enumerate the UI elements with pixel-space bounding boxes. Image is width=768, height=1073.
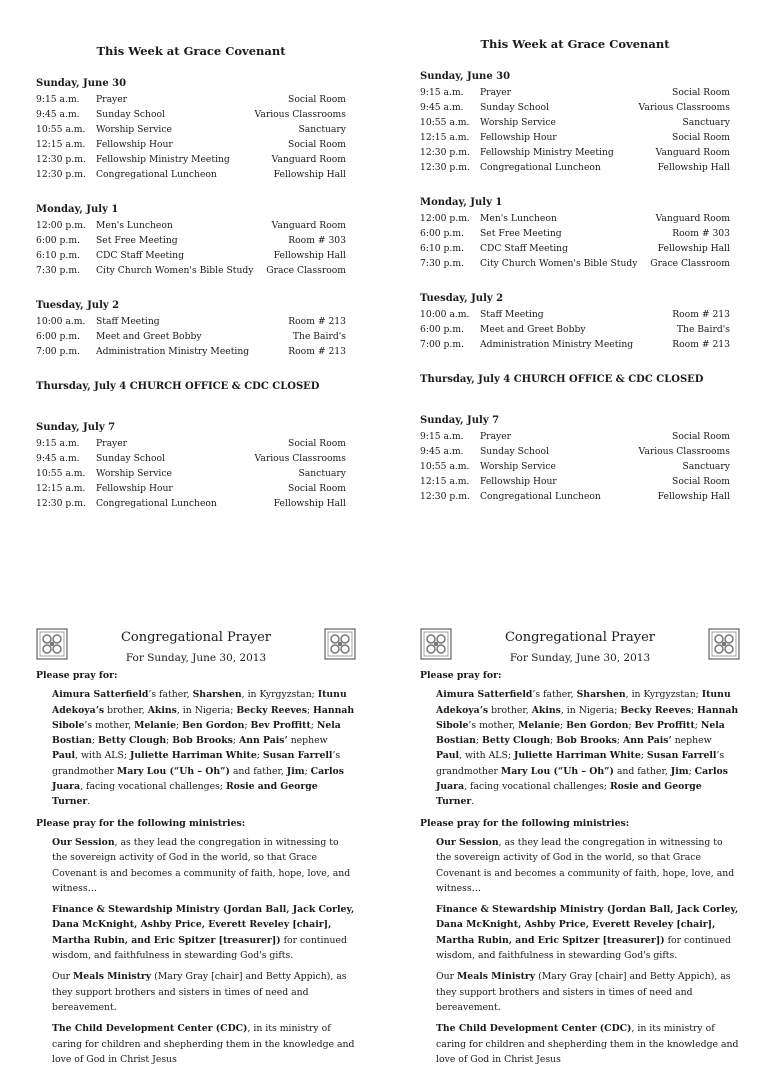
ministry-item [52, 835, 356, 896]
event-name: Sunday School [96, 109, 165, 120]
event-row [36, 92, 346, 107]
prayer-name: Bev Proffitt [250, 719, 311, 731]
event-time: 12:30 p.m. [36, 169, 86, 180]
ministry-name: Finance & Stewardship Ministry (Jordan Ball, Jack Corley, Dana McKnight, Ashby Price, Everett Reveley [chair], Martha Rubin, and Eric Spitzer [treasurer]) [52, 904, 355, 946]
prayer-text: brother, [488, 704, 532, 716]
event-name: Staff Meeting [96, 316, 160, 327]
prayer-name: Ben Gordon [182, 719, 245, 731]
event-time: 12:15 a.m. [36, 483, 86, 494]
event-time: 6:00 p.m. [36, 235, 80, 246]
event-row [420, 337, 730, 352]
prayer-name: Jim [670, 765, 689, 777]
prayer-name: Sharshen [192, 689, 242, 701]
event-name: CDC Staff Meeting [96, 250, 184, 261]
prayer-name: Becky Reeves [620, 704, 691, 716]
event-row [420, 489, 730, 504]
prayer-text: . [471, 796, 475, 808]
prayer-name: Juliette Harriman White [129, 750, 257, 762]
ministry-text: for continued wisdom, and faithfulness in stewarding God's gifts. [436, 934, 731, 962]
ministry-name: The Child Development Center (CDC) [52, 1023, 248, 1035]
event-row [36, 248, 346, 263]
event-time: 10:55 a.m. [420, 117, 470, 128]
ministry-text: , as they lead the congregation in witnessing to the sovereign activity of God in the world, so that Grace Covenant is and becomes a community of faith, hope, love, and witness… [436, 836, 735, 894]
event-time: 7:00 p.m. [420, 339, 464, 350]
prayer-name: Hannah Sibole [52, 704, 355, 731]
prayer-title: Congregational Prayer [504, 630, 656, 645]
ministry-text: for continued wisdom, and faithfulness in stewarding God's gifts. [52, 934, 347, 962]
event-row [420, 307, 730, 322]
prayer-text: , in Kyrgyzstan; [625, 689, 702, 701]
event-name: Sunday School [96, 453, 165, 464]
ministry-name: The Child Development Center (CDC) [436, 1023, 632, 1035]
ministries-label: Please pray for the following ministries: [420, 817, 630, 829]
day-block [420, 71, 730, 175]
prayer-text: ’s father, [148, 689, 193, 701]
please-pray-label: Please pray for: [36, 670, 118, 681]
prayer-name: Susan Farrell [262, 750, 333, 762]
ministry-item [436, 902, 740, 963]
prayer-name: Mary Lou (“Uh – Oh”) [500, 765, 614, 777]
event-location: Vanguard Room [271, 154, 346, 165]
prayer-text: ; [616, 735, 623, 747]
ministry-name: Our Session [52, 836, 115, 848]
prayer-name: Juliette Harriman White [513, 750, 641, 762]
event-name: Worship Service [480, 117, 556, 128]
prayer-name: Melanie [134, 719, 177, 731]
event-row [36, 314, 346, 329]
event-location: Fellowship Hall [657, 491, 730, 502]
event-location: Sanctuary [298, 124, 346, 135]
event-location: The Baird's [676, 324, 730, 335]
event-time: 9:45 a.m. [420, 446, 464, 457]
prayer-text: ; [176, 719, 183, 731]
event-location: Room # 303 [288, 235, 346, 246]
prayer-header [420, 628, 740, 668]
ministry-name: Meals Ministry [457, 971, 536, 983]
event-name: Meet and Greet Bobby [480, 324, 586, 335]
event-location: Fellowship Hall [657, 243, 730, 254]
event-row [420, 85, 730, 100]
prayer-name: Ann Pais’ [238, 735, 288, 747]
prayer-name: Betty Clough [98, 735, 167, 747]
event-location: Vanguard Room [655, 213, 730, 224]
prayer-text: ’s mother, [468, 719, 519, 731]
event-name: Fellowship Hour [96, 139, 173, 150]
prayer-name: Nela Bostian [436, 719, 725, 747]
prayer-name: Itunu Adekoya’s [436, 689, 731, 716]
event-row [36, 451, 346, 466]
ministry-text: (Mary Gray [chair] and Betty Appich), as they support brothers and sisters in times of need and bereavement. [52, 971, 347, 1013]
event-time: 10:00 a.m. [420, 309, 470, 320]
ornament-icon [708, 628, 740, 660]
prayer-text: ; [306, 704, 314, 716]
event-time: 12:30 p.m. [420, 147, 470, 158]
prayer-name: Melanie [518, 719, 561, 731]
event-location: Social Room [672, 87, 730, 98]
day-heading: Monday, July 1 [36, 204, 119, 215]
event-name: Prayer [96, 438, 128, 449]
event-time: 7:30 p.m. [36, 265, 80, 276]
event-name: Men's Luncheon [480, 213, 557, 224]
event-time: 9:45 a.m. [36, 109, 80, 120]
event-name: Worship Service [96, 124, 172, 135]
prayer-name: Mary Lou (“Uh – Oh”) [116, 765, 230, 777]
event-location: Social Room [672, 132, 730, 143]
event-time: 10:55 a.m. [36, 468, 86, 479]
event-time: 12:00 p.m. [36, 220, 86, 231]
event-row [420, 241, 730, 256]
ministry-text: , in its ministry of caring for children and shepherding them in the knowledge and love of God in Christ Jesus [436, 1023, 739, 1065]
event-time: 10:55 a.m. [36, 124, 86, 135]
event-time: 9:45 a.m. [420, 102, 464, 113]
ministry-item [436, 1021, 740, 1067]
prayer-text: ; [310, 719, 317, 731]
prayer-title: Congregational Prayer [120, 630, 272, 645]
event-time: 12:00 p.m. [420, 213, 470, 224]
prayer-text: ; [688, 765, 695, 777]
ornament-icon [36, 628, 68, 660]
event-location: Grace Classroom [266, 265, 346, 276]
event-location: Social Room [288, 438, 346, 449]
weekly-schedule-right [420, 37, 730, 526]
event-name: Prayer [96, 94, 128, 105]
prayer-name: Hannah Sibole [436, 704, 739, 731]
prayer-text: ; [690, 704, 698, 716]
prayer-text: brother, [104, 704, 148, 716]
day-heading: Sunday, July 7 [36, 422, 116, 433]
event-name: Administration Ministry Meeting [96, 346, 250, 357]
event-name: CDC Staff Meeting [480, 243, 568, 254]
event-row [36, 167, 346, 182]
event-location: Room # 303 [672, 228, 730, 239]
prayer-header [36, 628, 356, 668]
event-time: 9:45 a.m. [36, 453, 80, 464]
ministry-item [436, 835, 740, 896]
closed-notice: Thursday, July 4 CHURCH OFFICE & CDC CLOSED [420, 374, 704, 385]
prayer-name: Akins [147, 704, 177, 716]
event-time: 9:15 a.m. [36, 94, 80, 105]
event-name: Fellowship Hour [96, 483, 173, 494]
prayer-text: ; [256, 750, 263, 762]
event-location: Grace Classroom [650, 258, 730, 269]
day-block [36, 300, 346, 359]
prayer-people-list [52, 687, 356, 809]
event-location: Fellowship Hall [273, 169, 346, 180]
event-location: Sanctuary [298, 468, 346, 479]
event-location: Room # 213 [672, 339, 730, 350]
event-location: Room # 213 [672, 309, 730, 320]
prayer-text: nephew [287, 735, 328, 747]
event-location: Various Classrooms [254, 453, 346, 464]
event-row [420, 115, 730, 130]
prayer-text: ; [244, 719, 251, 731]
prayer-text: . [87, 796, 91, 808]
event-row [420, 322, 730, 337]
ministry-name: Our Session [436, 836, 499, 848]
prayer-text: ; [232, 735, 239, 747]
prayer-name: Ben Gordon [566, 719, 629, 731]
prayer-text: ’s grandmother [52, 750, 341, 777]
ministry-name: Meals Ministry [73, 971, 152, 983]
prayer-text: ; [560, 719, 567, 731]
event-name: Set Free Meeting [96, 235, 178, 246]
event-time: 6:00 p.m. [420, 228, 464, 239]
prayer-people-list [436, 687, 740, 809]
event-location: Vanguard Room [271, 220, 346, 231]
event-row [420, 211, 730, 226]
event-time: 7:30 p.m. [420, 258, 464, 269]
day-heading: Sunday, June 30 [36, 78, 127, 89]
event-name: Congregational Luncheon [480, 162, 601, 173]
prayer-name: Bob Brooks [556, 735, 617, 747]
prayer-panel-left [36, 628, 356, 1073]
prayer-text: ’s father, [532, 689, 577, 701]
event-time: 12:15 a.m. [420, 476, 470, 487]
prayer-text: , in Nigeria; [560, 704, 621, 716]
prayer-text: ; [628, 719, 635, 731]
event-time: 7:00 p.m. [36, 346, 80, 357]
event-name: Prayer [480, 431, 512, 442]
event-time: 6:10 p.m. [36, 250, 80, 261]
day-block [420, 415, 730, 504]
event-name: Prayer [480, 87, 512, 98]
closed-notice: Thursday, July 4 CHURCH OFFICE & CDC CLOSED [36, 381, 320, 392]
ministries-label: Please pray for the following ministries: [36, 817, 246, 829]
event-row [420, 474, 730, 489]
prayer-text: , facing vocational challenges; [464, 781, 610, 793]
prayer-text: ; [166, 735, 173, 747]
prayer-text: ; [640, 750, 647, 762]
event-location: Social Room [672, 476, 730, 487]
prayer-text: ; [304, 765, 311, 777]
ministry-prefix: Our [436, 971, 458, 983]
ministry-name: Finance & Stewardship Ministry (Jordan Ball, Jack Corley, Dana McKnight, Ashby Price, Everett Reveley [chair], Martha Rubin, and Eric Spitzer [treasurer]) [436, 904, 739, 946]
prayer-text: , in Kyrgyzstan; [241, 689, 318, 701]
prayer-date: For Sunday, June 30, 2013 [125, 652, 267, 665]
event-time: 12:15 a.m. [420, 132, 470, 143]
event-location: Social Room [672, 431, 730, 442]
day-heading: Monday, July 1 [420, 197, 503, 208]
event-time: 12:30 p.m. [420, 491, 470, 502]
weekly-schedule-left [36, 44, 346, 533]
day-block [420, 197, 730, 271]
event-name: Administration Ministry Meeting [480, 339, 634, 350]
prayer-text: , facing vocational challenges; [80, 781, 226, 793]
ornament-icon [420, 628, 452, 660]
event-row [36, 233, 346, 248]
event-location: Fellowship Hall [657, 162, 730, 173]
prayer-name: Becky Reeves [236, 704, 307, 716]
prayer-panel-right [420, 628, 740, 1073]
prayer-text: ; [475, 735, 482, 747]
prayer-text: , with ALS; [459, 750, 514, 762]
event-time: 6:00 p.m. [36, 331, 80, 342]
prayer-name: Akins [531, 704, 561, 716]
day-block [420, 293, 730, 352]
event-location: Social Room [288, 483, 346, 494]
ministry-prefix: Our [52, 971, 74, 983]
day-block [36, 78, 346, 182]
prayer-name: Susan Farrell [646, 750, 717, 762]
event-name: Set Free Meeting [480, 228, 562, 239]
event-location: Fellowship Hall [273, 498, 346, 509]
event-time: 12:30 p.m. [420, 162, 470, 173]
prayer-name: Rosie and George Turner [52, 781, 318, 808]
prayer-text: and father, [613, 765, 671, 777]
event-row [420, 256, 730, 271]
event-location: Vanguard Room [655, 147, 730, 158]
prayer-name: Rosie and George Turner [436, 781, 702, 808]
prayer-text: ; [694, 719, 701, 731]
prayer-name: Paul [52, 750, 76, 762]
day-block [36, 204, 346, 278]
event-row [36, 152, 346, 167]
event-row [420, 444, 730, 459]
event-row [36, 329, 346, 344]
event-row [420, 429, 730, 444]
event-time: 12:30 p.m. [36, 154, 86, 165]
prayer-text: ’s mother, [84, 719, 135, 731]
event-location: Various Classrooms [638, 102, 730, 113]
event-row [420, 160, 730, 175]
event-time: 9:15 a.m. [420, 431, 464, 442]
event-row [36, 137, 346, 152]
event-row [36, 218, 346, 233]
prayer-name: Nela Bostian [52, 719, 341, 747]
day-heading: Sunday, June 30 [420, 71, 511, 82]
ministry-item [52, 1021, 356, 1067]
event-name: Fellowship Ministry Meeting [480, 147, 614, 158]
day-heading: Tuesday, July 2 [420, 293, 504, 304]
event-name: Men's Luncheon [96, 220, 173, 231]
prayer-name: Ann Pais’ [622, 735, 672, 747]
please-pray-label: Please pray for: [420, 670, 502, 681]
event-time: 12:30 p.m. [36, 498, 86, 509]
event-name: Congregational Luncheon [480, 491, 601, 502]
prayer-text: ; [550, 735, 557, 747]
event-name: Sunday School [480, 102, 549, 113]
day-block [36, 422, 346, 511]
ministry-text: (Mary Gray [chair] and Betty Appich), as they support brothers and sisters in times of need and bereavement. [436, 971, 731, 1013]
event-name: Congregational Luncheon [96, 498, 217, 509]
event-name: Fellowship Hour [480, 476, 557, 487]
event-location: Social Room [288, 139, 346, 150]
event-location: Sanctuary [682, 461, 730, 472]
prayer-name: Aimura Satterfield [52, 689, 149, 701]
ministry-item [52, 969, 356, 1015]
event-time: 6:10 p.m. [420, 243, 464, 254]
day-heading: Tuesday, July 2 [36, 300, 120, 311]
event-location: Room # 213 [288, 316, 346, 327]
ministry-text: , as they lead the congregation in witnessing to the sovereign activity of God in the world, so that Grace Covenant is and becomes a community of faith, hope, love, and witness… [52, 836, 351, 894]
event-name: City Church Women's Bible Study [480, 258, 638, 269]
prayer-date: For Sunday, June 30, 2013 [509, 652, 651, 665]
event-row [36, 496, 346, 511]
event-name: Worship Service [480, 461, 556, 472]
event-name: Fellowship Ministry Meeting [96, 154, 230, 165]
prayer-text: ’s grandmother [436, 750, 725, 777]
prayer-name: Betty Clough [482, 735, 551, 747]
event-time: 6:00 p.m. [420, 324, 464, 335]
event-name: Meet and Greet Bobby [96, 331, 202, 342]
event-location: Fellowship Hall [273, 250, 346, 261]
ministry-text: , in its ministry of caring for children and shepherding them in the knowledge and love of God in Christ Jesus [52, 1023, 355, 1065]
event-row [36, 263, 346, 278]
event-row [36, 466, 346, 481]
event-location: The Baird's [292, 331, 346, 342]
event-location: Various Classrooms [638, 446, 730, 457]
prayer-name: Jim [286, 765, 305, 777]
prayer-name: Bob Brooks [172, 735, 233, 747]
event-time: 9:15 a.m. [36, 438, 80, 449]
prayer-text: nephew [671, 735, 712, 747]
ornament-icon [324, 628, 356, 660]
event-name: Congregational Luncheon [96, 169, 217, 180]
event-row [36, 344, 346, 359]
prayer-name: Paul [436, 750, 460, 762]
event-row [420, 145, 730, 160]
prayer-text: , with ALS; [75, 750, 130, 762]
prayer-name: Carlos Juara [436, 765, 728, 793]
ministry-item [52, 902, 356, 963]
event-time: 10:55 a.m. [420, 461, 470, 472]
prayer-name: Sharshen [576, 689, 626, 701]
event-location: Sanctuary [682, 117, 730, 128]
prayer-name: Itunu Adekoya’s [52, 689, 347, 716]
prayer-name: Carlos Juara [52, 765, 344, 793]
event-row [36, 107, 346, 122]
event-name: Staff Meeting [480, 309, 544, 320]
event-location: Various Classrooms [254, 109, 346, 120]
event-time: 9:15 a.m. [420, 87, 464, 98]
event-row [420, 100, 730, 115]
event-name: Worship Service [96, 468, 172, 479]
event-row [36, 481, 346, 496]
prayer-name: Aimura Satterfield [436, 689, 533, 701]
event-time: 12:15 a.m. [36, 139, 86, 150]
event-location: Room # 213 [288, 346, 346, 357]
event-row [36, 436, 346, 451]
prayer-text: , in Nigeria; [176, 704, 237, 716]
ministry-item [436, 969, 740, 1015]
prayer-name: Bev Proffitt [634, 719, 695, 731]
event-row [420, 459, 730, 474]
event-row [36, 122, 346, 137]
prayer-text: and father, [229, 765, 287, 777]
event-name: Fellowship Hour [480, 132, 557, 143]
event-row [420, 226, 730, 241]
page-title: This Week at Grace Covenant [480, 37, 670, 51]
event-name: Sunday School [480, 446, 549, 457]
event-row [420, 130, 730, 145]
page-title: This Week at Grace Covenant [96, 44, 286, 58]
event-name: City Church Women's Bible Study [96, 265, 254, 276]
event-time: 10:00 a.m. [36, 316, 86, 327]
day-heading: Sunday, July 7 [420, 415, 500, 426]
event-location: Social Room [288, 94, 346, 105]
prayer-text: ; [91, 735, 98, 747]
